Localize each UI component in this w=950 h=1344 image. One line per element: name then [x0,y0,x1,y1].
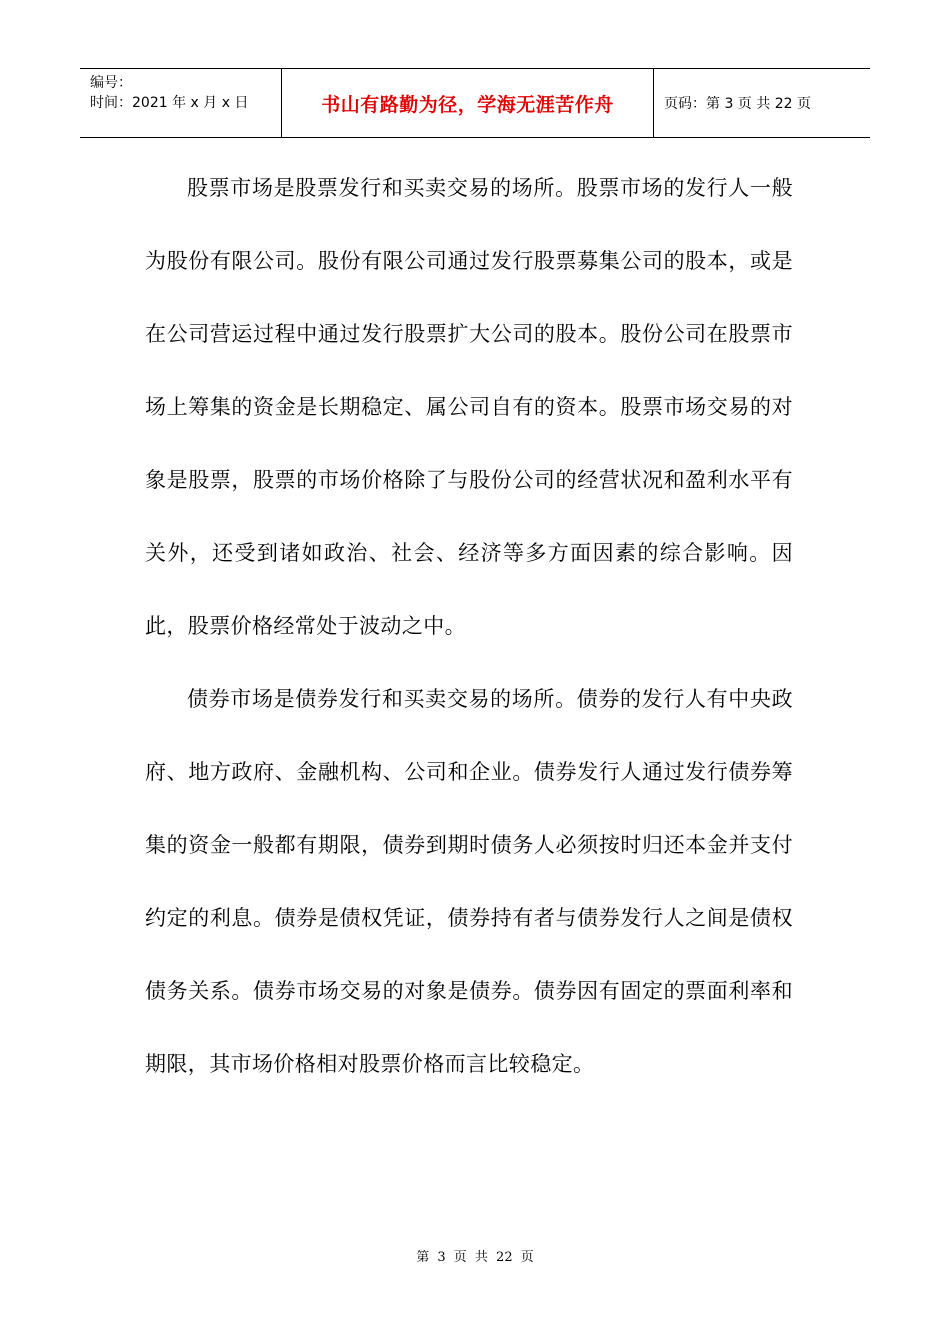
header-page-info: 页码：第 3 页 共 22 页 [664,96,811,112]
header-motto-cell [282,69,654,137]
header-motto: 书山有路勤为径，学海无涯苦作舟 [321,93,614,116]
document-body [145,152,793,1101]
page-footer: 第 3 页 共 22 页 [416,1250,534,1265]
header-meta [80,69,282,137]
document-number-label: 编号： [90,75,132,91]
document-date: 时间：2021 年 x 月 x 日 [90,95,249,111]
paragraph-bond-market: 债券市场是债券发行和买卖交易的场所。债券的发行人有中央政府、地方政府、金融机构、公司和企业。债券发行人通过发行债券筹集的资金一般都有期限，债券到期时债务人必须按时归还本金并支付约定的利息。债券是债权凭证，债券持有者与债券发行人之间是债权债务关系。债券市场交易的对象是债券。债券因有固定的票面利率和期限，其市场价格相对股票价格而言比较稳定。 [145,687,793,1076]
paragraph-stock-market: 股票市场是股票发行和买卖交易的场所。股票市场的发行人一般为股份有限公司。股份有限公司通过发行股票募集公司的股本，或是在公司营运过程中通过发行股票扩大公司的股本。股份公司在股票市场上筹集的资金是长期稳定、属公司自有的资本。股票市场交易的对象是股票，股票的市场价格除了与股份公司的经营状况和盈利水平有关外，还受到诸如政治、社会、经济等多方面因素的综合影响。因此，股票价格经常处于波动之中。 [145,176,793,638]
page-header [80,68,870,138]
